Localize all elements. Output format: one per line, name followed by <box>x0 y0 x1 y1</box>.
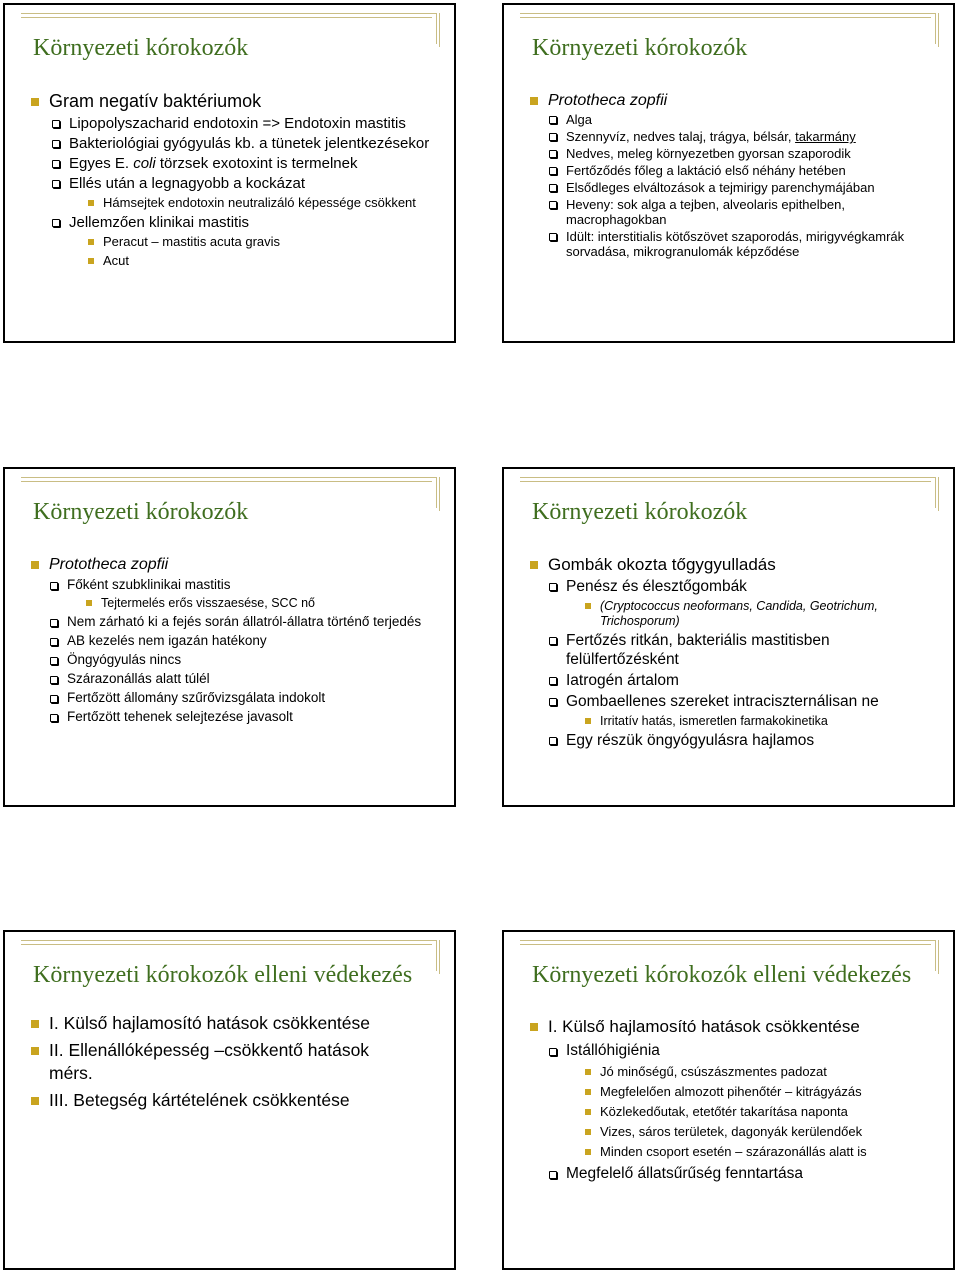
list-item: Fertőzés ritkán, bakteriális mastitisben felülfertőzésként <box>548 631 935 669</box>
list-item: Irritatív hatás, ismeretlen farmakokinetika <box>584 714 935 729</box>
list-item: Megfelelő állatsűrűség fenntartása <box>548 1165 935 1183</box>
slide-5 <box>3 930 456 1270</box>
list-item: II. Ellenállóképesség –csökkentő hatások mérs. <box>31 1039 436 1085</box>
bullet-list <box>530 555 935 750</box>
list-item: Főként szubklinikai mastitis Tejtermelés erős visszaesése, SCC nő <box>49 577 436 611</box>
list-item: Nem zárható ki a fejés során állatról-állatra történő terjedés <box>49 614 436 630</box>
list-item: Ellés után a legnagyobb a kockázat Hámsejtek endotoxin neutralizáló képessége csökkent <box>51 175 436 211</box>
list-item: Prototheca zopfii Alga Szennyvíz, nedves talaj, trágya, bélsár, takarmány Nedves, meleg környezetben gyorsan szaporodik Fertőződés főleg a laktáció első néhány hetében Elsődleges elváltozások a tejmirigy parenchymájában Heveny: sok alga a tejben, alveolaris epithelben, macrophagokban Idült: interstitialis kötőszövet szaporodás, mirigyvégkamrák sorvadása, mikrogranulomák képződése <box>530 91 935 259</box>
list-item: Fertőzött állomány szűrővizsgálata indokolt <box>49 690 436 706</box>
list-item: Öngyógyulás nincs <box>49 652 436 668</box>
list-item: III. Betegség kártételének csökkentése <box>31 1089 436 1112</box>
list-item: Lipopolyszacharid endotoxin => Endotoxin mastitis <box>51 115 436 132</box>
slide-3 <box>3 467 456 807</box>
slide-4 <box>502 467 955 807</box>
list-item: Egyes E. coli törzsek exotoxint is termelnek <box>51 155 436 172</box>
takarmany-link[interactable]: takarmány <box>795 129 856 144</box>
slide-title: Környezeti kórokozók <box>532 35 748 61</box>
list-item: Szárazonállás alatt túlél <box>49 671 436 687</box>
bullet-list <box>31 1012 436 1116</box>
list-item: Acut <box>87 253 436 269</box>
list-item: Megfelelően almozott pihenőtér – kitrágyázás <box>584 1084 935 1100</box>
list-item: Idült: interstitialis kötőszövet szaporodás, mirigyvégkamrák sorvadása, mikrogranulomák képződése <box>548 229 935 259</box>
list-item: Gram negatív baktériumok Lipopolyszacharid endotoxin => Endotoxin mastitis Bakteriológiai gyógyulás kb. a tünetek jelentkezésekor Egyes E. coli törzsek exotoxint is termelnek Ellés után a legnagyobb a kockázat Hámsejtek endotoxin neutralizáló képessége csökkent Jellemzően klinikai mastitis Peracut – mastitis acuta gravis Acut <box>31 91 436 269</box>
list-item: Heveny: sok alga a tejben, alveolaris epithelben, macrophagokban <box>548 197 935 227</box>
bullet-list <box>530 1017 935 1183</box>
list-item: Bakteriológiai gyógyulás kb. a tünetek jelentkezésekor <box>51 135 436 152</box>
slide-title: Környezeti kórokozók elleni védekezés <box>33 962 413 988</box>
list-item: Gombaellenes szereket intraciszternálisan ne Irritatív hatás, ismeretlen farmakokinetika <box>548 692 935 729</box>
list-item: Istállóhigiénia Jó minőségű, csúszászmentes padozat Megfelelően almozott pihenőtér – kitrágyázás Közlekedőutak, etetőtér takarítása naponta Vizes, sáros területek, dagonyák kerülendőek Minden csoport esetén – szárazonállás alatt is <box>548 1042 935 1160</box>
list-item: I. Külső hajlamosító hatások csökkentése <box>31 1012 436 1035</box>
list-item: Fertőződés főleg a laktáció első néhány hetében <box>548 163 935 178</box>
list-item: Penész és élesztőgombák (Cryptococcus neoformans, Candida, Geotrichum, Trichosporum) <box>548 577 935 629</box>
slide-title: Környezeti kórokozók <box>532 499 748 525</box>
slide-title: Környezeti kórokozók <box>33 499 249 525</box>
slide-2 <box>502 3 955 343</box>
list-item: Minden csoport esetén – szárazonállás alatt is <box>584 1144 935 1160</box>
list-item: Szennyvíz, nedves talaj, trágya, bélsár, takarmány <box>548 129 935 144</box>
list-item: Hámsejtek endotoxin neutralizáló képessége csökkent <box>87 195 436 211</box>
list-item: Prototheca zopfii Főként szubklinikai mastitis Tejtermelés erős visszaesése, SCC nő Nem zárható ki a fejés során állatról-állatra történő terjedés AB kezelés nem igazán hatékony Öngyógyulás nincs Szárazonállás alatt túlél Fertőzött állomány szűrővizsgálata indokolt Fertőzött tehenek selejtezése javasolt <box>31 555 436 725</box>
list-item: Alga <box>548 112 935 127</box>
slide-6 <box>502 930 955 1270</box>
list-item: Elsődleges elváltozások a tejmirigy parenchymájában <box>548 180 935 195</box>
list-item: (Cryptococcus neoformans, Candida, Geotrichum, Trichosporum) <box>584 599 935 629</box>
list-item: Fertőzött tehenek selejtezése javasolt <box>49 709 436 725</box>
list-item: Jó minőségű, csúszászmentes padozat <box>584 1064 935 1080</box>
bullet-list <box>31 555 436 725</box>
bullet-list <box>530 91 935 259</box>
list-item: Jellemzően klinikai mastitis Peracut – mastitis acuta gravis Acut <box>51 214 436 269</box>
list-item: Közlekedőutak, etetőtér takarítása naponta <box>584 1104 935 1120</box>
list-item: Egy részük öngyógyulásra hajlamos <box>548 731 935 750</box>
bullet-list <box>31 91 436 269</box>
list-item: AB kezelés nem igazán hatékony <box>49 633 436 649</box>
list-item: I. Külső hajlamosító hatások csökkentése Istállóhigiénia Jó minőségű, csúszászmentes padozat Megfelelően almozott pihenőtér – kitrágyázás Közlekedőutak, etetőtér takarítása naponta Vizes, sáros területek, dagonyák kerülendőek Minden csoport esetén – szárazonállás alatt is Megfelelő állatsűrűség fenntartása <box>530 1017 935 1183</box>
list-item: Nedves, meleg környezetben gyorsan szaporodik <box>548 146 935 161</box>
slide-title: Környezeti kórokozók <box>33 35 249 61</box>
slide-1 <box>3 3 456 343</box>
list-item: Vizes, sáros területek, dagonyák kerülendőek <box>584 1124 935 1140</box>
list-item: Gombák okozta tőgygyulladás Penész és élesztőgombák (Cryptococcus neoformans, Candida, Geotrichum, Trichosporum) Fertőzés ritkán, bakteriális mastitisben felülfertőzésként Iatrogén ártalom Gombaellenes szereket intraciszternálisan ne Irritatív hatás, ismeretlen farmakokinetika Egy részük öngyógyulásra hajlamos <box>530 555 935 750</box>
list-item: Tejtermelés erős visszaesése, SCC nő <box>85 596 436 611</box>
slide-title: Környezeti kórokozók elleni védekezés <box>532 962 912 988</box>
list-item: Iatrogén ártalom <box>548 671 935 690</box>
list-item: Peracut – mastitis acuta gravis <box>87 234 436 250</box>
